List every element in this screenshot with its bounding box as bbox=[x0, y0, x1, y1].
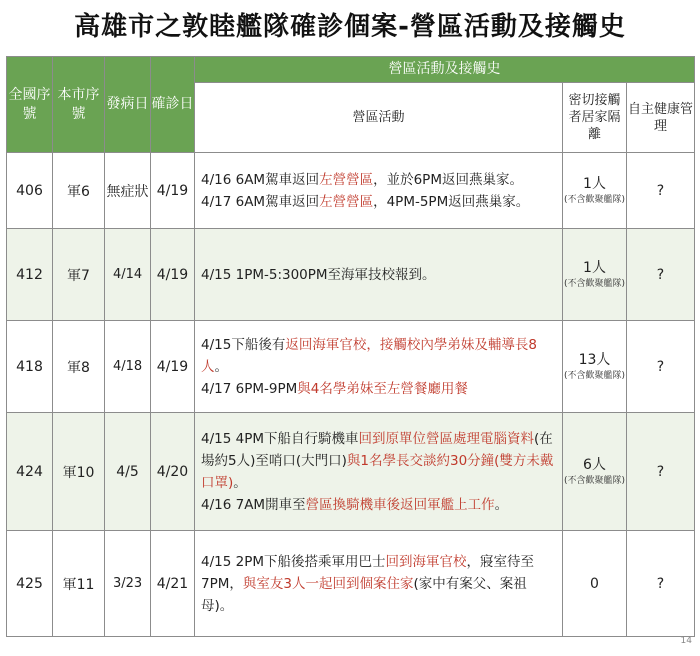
activity-line bbox=[201, 191, 556, 213]
cell-self-health: ? bbox=[627, 321, 695, 413]
cell-self-health: ? bbox=[627, 531, 695, 637]
activity-text: ，4PM-5PM返回燕巢家。 bbox=[373, 193, 530, 210]
activity-text: 4/17 6AM駕車返回 bbox=[201, 193, 320, 210]
activity-highlight: 返回海軍官校，接觸校內學弟妹及輔導長8人 bbox=[201, 336, 537, 375]
contact-note: (不含歡聚艦隊) bbox=[563, 371, 626, 381]
table-row bbox=[7, 153, 695, 229]
contact-note: (不含歡聚艦隊) bbox=[563, 279, 626, 289]
cell-confirm: 4/20 bbox=[151, 413, 195, 531]
cell-activity bbox=[195, 229, 563, 321]
cell-self-health: ? bbox=[627, 153, 695, 229]
cell-city-no: 軍7 bbox=[53, 229, 105, 321]
cell-self-health: ? bbox=[627, 229, 695, 321]
activity-highlight: 左營營區 bbox=[319, 171, 374, 188]
table-row bbox=[7, 321, 695, 413]
cell-activity bbox=[195, 321, 563, 413]
activity-text: 4/15 2PM下船後搭乘軍用巴士 bbox=[201, 553, 386, 570]
cell-onset: 4/18 bbox=[105, 321, 151, 413]
contact-note: (不含歡聚艦隊) bbox=[563, 195, 626, 205]
cell-national-no: 424 bbox=[7, 413, 53, 531]
cell-onset: 無症狀 bbox=[105, 153, 151, 229]
cell-onset: 4/5 bbox=[105, 413, 151, 531]
cell-close-contact bbox=[563, 153, 627, 229]
cell-onset: 3/23 bbox=[105, 531, 151, 637]
cell-national-no: 412 bbox=[7, 229, 53, 321]
activity-text: ，並於6PM返回燕巢家。 bbox=[373, 171, 523, 188]
cell-confirm: 4/21 bbox=[151, 531, 195, 637]
cell-confirm: 4/19 bbox=[151, 153, 195, 229]
cell-confirm: 4/19 bbox=[151, 229, 195, 321]
cell-city-no: 軍11 bbox=[53, 531, 105, 637]
activity-text: ，寢室待至7PM， bbox=[201, 553, 534, 592]
activity-highlight: 左營營區 bbox=[319, 193, 374, 210]
activity-line bbox=[201, 551, 556, 617]
cell-city-no: 軍10 bbox=[53, 413, 105, 531]
cell-close-contact bbox=[563, 413, 627, 531]
contact-note: (不含歡聚艦隊) bbox=[563, 476, 626, 486]
cell-confirm: 4/19 bbox=[151, 321, 195, 413]
cell-national-no: 425 bbox=[7, 531, 53, 637]
activity-highlight: 回到原單位營區處理電腦資料 bbox=[358, 430, 534, 447]
cell-close-contact bbox=[563, 321, 627, 413]
table-row bbox=[7, 229, 695, 321]
activity-text: (家中有案父、案祖母)。 bbox=[201, 575, 527, 614]
activity-line bbox=[201, 169, 556, 191]
cell-activity bbox=[195, 531, 563, 637]
activity-highlight: 與室友3人一起回到個案住家 bbox=[242, 575, 414, 592]
page-title: 高雄市之敦睦艦隊確診個案-營區活動及接觸史 bbox=[74, 12, 626, 42]
header-city-no: 本市序號 bbox=[53, 57, 105, 153]
activity-line bbox=[201, 378, 556, 400]
activity-text: 。 bbox=[214, 358, 228, 375]
cell-self-health: ? bbox=[627, 413, 695, 531]
activity-line bbox=[201, 334, 556, 378]
header-activity: 營區活動 bbox=[195, 83, 563, 153]
activity-highlight: 與4名學弟妹至左營餐廳用餐 bbox=[297, 380, 468, 397]
contact-count: 0 bbox=[590, 575, 599, 592]
activity-highlight: 與1名學長交談約30分鐘(雙方未戴口罩) bbox=[201, 452, 554, 491]
activity-text: 4/15 1PM-5:300PM至海軍技校報到。 bbox=[201, 266, 436, 283]
table-row bbox=[7, 531, 695, 637]
contact-count: 6人 bbox=[583, 457, 606, 473]
activity-line bbox=[201, 428, 556, 494]
cell-city-no: 軍6 bbox=[53, 153, 105, 229]
activity-line bbox=[201, 264, 556, 286]
contact-count: 13人 bbox=[578, 352, 611, 368]
cell-national-no: 418 bbox=[7, 321, 53, 413]
header-onset: 發病日 bbox=[105, 57, 151, 153]
page-number: 14 bbox=[680, 636, 692, 646]
activity-text: (在場約5人)至哨口(大門口) bbox=[201, 430, 553, 469]
contact-count: 1人 bbox=[583, 176, 606, 192]
header-confirm: 確診日 bbox=[151, 57, 195, 153]
activity-text: 4/17 6PM-9PM bbox=[201, 380, 298, 397]
contact-count: 1人 bbox=[583, 260, 606, 276]
activity-text: 4/15下船後有 bbox=[201, 336, 286, 353]
cell-activity bbox=[195, 153, 563, 229]
cell-close-contact bbox=[563, 229, 627, 321]
cell-onset: 4/14 bbox=[105, 229, 151, 321]
activity-text: 4/16 7AM開車至 bbox=[201, 496, 306, 513]
cell-close-contact bbox=[563, 531, 627, 637]
header-national-no: 全國序號 bbox=[7, 57, 53, 153]
table-body bbox=[7, 153, 695, 637]
activity-text: 4/16 6AM駕車返回 bbox=[201, 171, 320, 188]
activity-text: 。 bbox=[233, 474, 247, 491]
activity-highlight: 回到海軍官校 bbox=[385, 553, 467, 570]
cell-city-no: 軍8 bbox=[53, 321, 105, 413]
cell-activity bbox=[195, 413, 563, 531]
header-close-contact: 密切接觸者居家隔離 bbox=[563, 83, 627, 153]
table-row bbox=[7, 413, 695, 531]
activity-text: 。 bbox=[494, 496, 509, 513]
cell-national-no: 406 bbox=[7, 153, 53, 229]
header-activity-group: 營區活動及接觸史 bbox=[195, 57, 695, 83]
activity-text: 4/15 4PM下船自行騎機車 bbox=[201, 430, 359, 447]
case-table bbox=[6, 56, 695, 637]
header-self-health: 自主健康管理 bbox=[627, 83, 695, 153]
activity-highlight: 營區換騎機車後返回軍艦上工作 bbox=[305, 496, 495, 513]
activity-line bbox=[201, 494, 556, 516]
